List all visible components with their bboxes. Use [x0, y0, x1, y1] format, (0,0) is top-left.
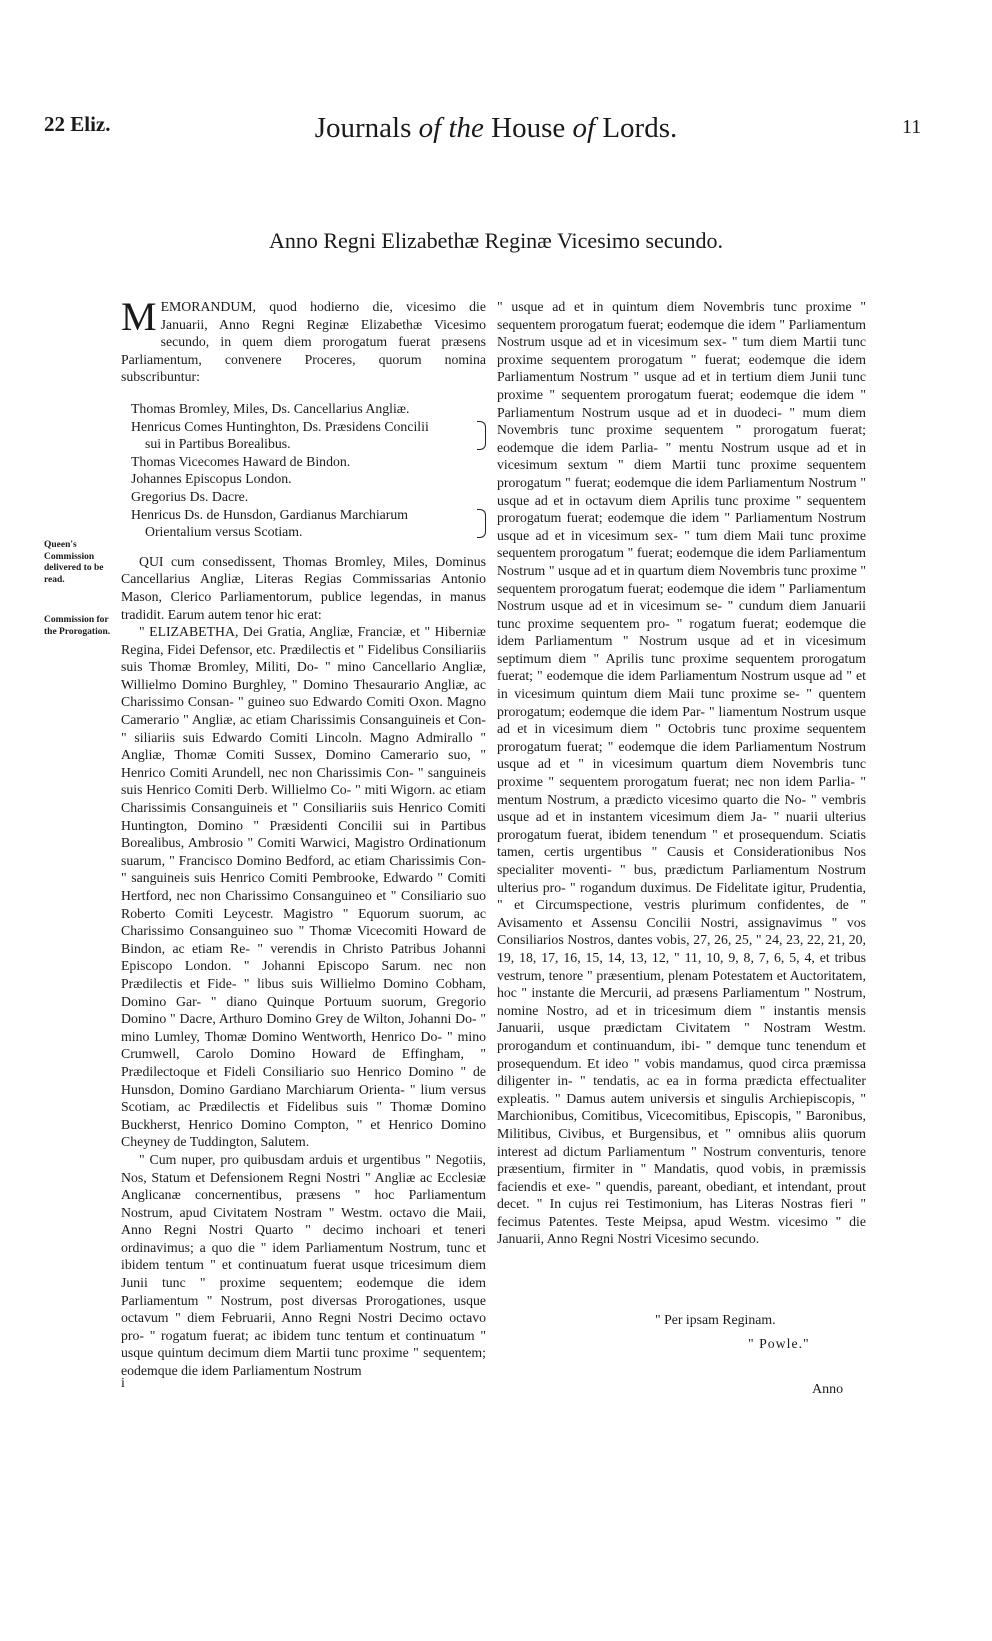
session-title: Anno Regni Elizabethæ Reginæ Vicesimo secundo. [268, 228, 724, 253]
running-title-part-3: Lords. [595, 112, 678, 144]
per-ipsam-reginam: " Per ipsam Reginam. [655, 1312, 776, 1327]
attendee-line: Henricus Comes Huntinghton, Ds. Præsidens Concilii [131, 418, 429, 434]
memorandum-text: EMORANDUM, quod hodierno die, vicesimo die Januarii, Anno Regni Reginæ Elizabethæ Vicesimo secundo, in quem diem prorogatum fuerat præsens Parliamentum, convenere Proceres, quorum nomina subscribuntur: [121, 299, 486, 385]
running-title-of-1: of [418, 112, 442, 144]
attendee-line: Henricus Ds. de Hunsdon, Gardianus Marchiarum [131, 506, 409, 522]
attendee-line: Orientalium versus Scotiam. [145, 524, 303, 540]
attendee-line: Thomas Vicecomes Haward de Bindon. [131, 453, 351, 469]
catchword: Anno [812, 1382, 844, 1397]
margin-note-prorogation: Commission for the Prorogation. [44, 615, 111, 637]
drop-capital: M [121, 294, 157, 339]
margin-note-commission-read: Queen's Commission delivered to be read. [44, 540, 104, 585]
commission-continued: " usque ad et in quintum diem Novembris tunc proxime " sequentem prorogatum fuerat; eodemque die idem " Parliamentum Nostrum usque ad et in vicesimum sex- " tum diem Martii tunc proxime sequentem prorogatum " fuerat; eodemque die idem Parliamentum Nostrum " usque ad et in tertium diem Junii tunc proxime " sequentem prorogatum fuerat; eodemque die idem " Parliamentum Nostrum usque ad et in duodeci- " mum diem Novembris tunc proxime sequentem " prorogatum fuerat; eodemque die idem Parlia- " mentu Nostrum usque ad et in vicesimum sextum " diem Martii tunc proxime sequentem prorogatum " fuerat; eodemque die idem Parliamentum Nostrum " usque ad et in octavum diem Aprilis tunc proxime " sequentem prorogatum fuerat; eodemque die idem " Parliamentum Nostrum usque ad et in vicesimum sex- " tum diem Maii tunc proxime sequentem prorogatum " fuerat; eodemque die idem Parliamentum Nostrum " usque ad et in quartum diem Novembris tunc proxime " sequentem prorogatum fuerat; eodemque die idem " Parliamentum Nostrum usque ad et in vicesimum se- " cundum diem Januarii tunc proxime sequentem pro- " rogatum fuerat; eodemque die idem Parliamentum " Nostrum usque ad et in vicesimum septimum diem " Aprilis tunc proxime sequentem prorogatum fuerat; " eodemque die idem Parliamentum Nostrum usque ad " et in vicesimum quintum diem Maii tunc proxime se- " quentem prorogatum; eodemque die idem Par- " liamentum Nostrum usque ad et in vicesimum diem " Octobris tunc proxime sequentem prorogatum fuerat; " eodemque die idem Parliamentum Nostrum usque ad et " in vicesimum quartum diem Novembris tunc proxime " sequentem prorogatum fuerat; nec non idem Parlia- " mentum Nostrum, a prædicto vicesimo quarto die No- " vembris usque ad et in instantem vicesimum diem Ja- " nuarii ulterius prorogatum fuerat, ibidem tenendum " et prosequendum. Sciatis tamen, certis urgentibus " Causis et Considerationibus Nos specialiter moventi- " bus, prædictum Parliamentum Nostrum ulterius pro- " rogandum duximus. De Fidelitate igitur, Prudentia, " et Circumspectione, vestris plurimum confidentes, de " Avisamento et Assensu Concilii Nostri, assignavimus " vos Consiliarios Nostros, dantes vobis, 27, 26, 25, " 24, 23, 22, 21, 20, 19, 18, 17, 16, 15, 14, 13, 12, " 11, 10, 9, 8, 7, 6, 5, 4, et tribus vestrum, tenore " præsentium, plenam Potestatem et Auctoritatem, hoc " instante die Mercurii, ad præsens Parliamentum " Nostrum, nomine Nostro, ad et in tricesimum diem " instantis mensis Januarii, usque prædictam Civitatem " Nostram Westm. prorogandum et continuandum, ibi- " demque tunc tenendum et prosequendum. Et ideo " vobis mandamus, quod circa præmissa diligenter in- " tendatis, ac ea in forma prædicta effectualiter expleatis. " Damus autem universis et singulis Archiepiscopis, " Marchionibus, Comitibus, Vicecomitibus, Episcopis, " Baronibus, Militibus, Civibus, et Burgensibus, et " omnibus aliis quorum interest ad dictum Parliamentum " Nostrum conventuris, tenore præsentium, firmiter in " Mandatis, quod vobis, in præmissis faciendis et exe- " quendis, pareant, obediant, et intendant, prout decet. " In cujus rei Testimonium, has Literas Nostras fieri " fecimus Patentes. Teste Meipsa, apud Westm. vicesimo " die Januarii, Anno Regni Nostri Vicesimo secundo. [497, 299, 866, 1247]
attendee-line: Johannes Episcopus London. [131, 471, 292, 487]
cum-nuper-paragraph: " Cum nuper, pro quibusdam arduis et urgentibus " Negotiis, Nos, Statum et Defensionem Regni Nostri " Angliæ ac Ecclesiæ Anglicanæ concernentibus, præsens " hoc Parliamentum Nostrum, apud Civitatem Nostram " Westm. octavo die Maii, Anno Regni Nostri Quarto " decimo inchoari et teneri ordinavimus; a quo die " idem Parliamentum Nostrum, tunc et ibidem tentum " et continuatum fuerat usque tricesimum diem Junii tunc " proxime sequentem; eodemque die idem Parliamentum " Nostrum, post diversas Prorogationes, usque octavum " diem Februarii, Anno Regni Nostri Decimo octavo pro- " rogatum fuerat; ac ibidem tunc tentum et continuatum " usque quintum decimum diem Martii tunc proxime " sequentem; eodemque die idem Parliamentum Nostrum [121, 1151, 486, 1379]
clerk-signature: " Powle." [748, 1336, 810, 1351]
qui-paragraph: QUI cum consedissent, Thomas Bromley, Miles, Dominus Cancellarius Angliæ, Literas Regias Commissarias Antonio Mason, Clerico Parliamentorum, publice legendas, in manus tradidit. Earum autem tenor hic erat: [121, 553, 486, 622]
running-title [0, 112, 992, 145]
running-title-part-1: Journals [314, 112, 419, 144]
attendee-bracketed-pair [131, 506, 486, 541]
page-number: 11 [902, 116, 922, 138]
running-title-the: the [441, 112, 492, 144]
running-title-part-2: House [491, 112, 573, 144]
header-regnal-year: 22 Eliz. [44, 112, 111, 136]
attendance-list [131, 400, 486, 541]
attendee-line: Gregorius Ds. Dacre. [131, 488, 249, 504]
signature-mark: i [121, 1376, 125, 1391]
right-column [497, 298, 866, 1248]
attendee-line: sui in Partibus Borealibus. [145, 436, 291, 452]
memorandum-paragraph [121, 294, 486, 386]
attendee-line: Thomas Bromley, Miles, Ds. Cancellarius Angliæ. [131, 400, 410, 416]
running-title-of-2: of [572, 112, 596, 144]
commission-address: " ELIZABETHA, Dei Gratia, Angliæ, Franciæ, et " Hiberniæ Regina, Fidei Defensor, etc. Prædilectis et " Fidelibus Consiliariis suis Thomæ Bromley, Militi, Do- " mino Cancellario Angliæ, Willielmo Domino Burghley, " Domino Thesaurario Angliæ, ac Charissimo Consan- " guineo suo Edwardo Comiti Oxon. Magno Camerario " Angliæ, ac etiam Charissimis Consanguineis et Con- " siliariis suis Edwardo Comiti Lincoln. Magno Admirallo " Angliæ, Thomæ Comiti Sussex, Domino Camerario suo, " Henrico Comiti Arundell, nec non Charissimis Con- " sanguineis suis Henrico Comiti Derb. Willielmo Co- " miti Wigorn. ac etiam Charissimis Consanguineis et " Consiliariis suis Henrico Comiti Huntington, Domino " Præsidenti Concilii sui in Partibus Borealibus, Ambrosio " Comiti Warwici, Magistro Ordinationum suarum, " Francisco Domino Bedford, ac etiam Charissimis Con- " sanguineis suis Henrico Comiti Pembrooke, Edwardo " Comiti Hertford, nec non Charissimo Consanguineo et " Consiliario suo Roberto Comiti Leycestr. Magistro " Equorum suorum, ac Charissimo Consanguineo suo " Thomæ Vicecomiti Howard de Bindon, ac etiam Re- " verendis in Christo Patribus Johanni Episcopo London. " Johanni Episcopo Sarum. nec non Prædilectis et Fide- " libus suis Willielmo Domino Cobham, Domino Gar- " diano Quinque Portuum suorum, Gregorio Domino " Dacre, Arthuro Domino Grey de Wilton, Johanni Do- " mino Lumley, Thomæ Domino Wentworth, Henrico Do- " mino Crumwell, Carolo Domino Howard de Effingham, " Prædilectoque et Fideli Consiliario suo Henrico Domino " de Hunsdon, Domino Gardiano Marchiarum Orienta- " lium versus Scotiam, ac Prædilectis et Fidelibus suis " Thomæ Domino Buckherst, Henrico Domino Compton, " et Henrico Domino Cheyney de Tuddington, Salutem. [121, 624, 486, 1150]
attendee-bracketed-pair [131, 418, 486, 453]
left-column [121, 294, 486, 1380]
